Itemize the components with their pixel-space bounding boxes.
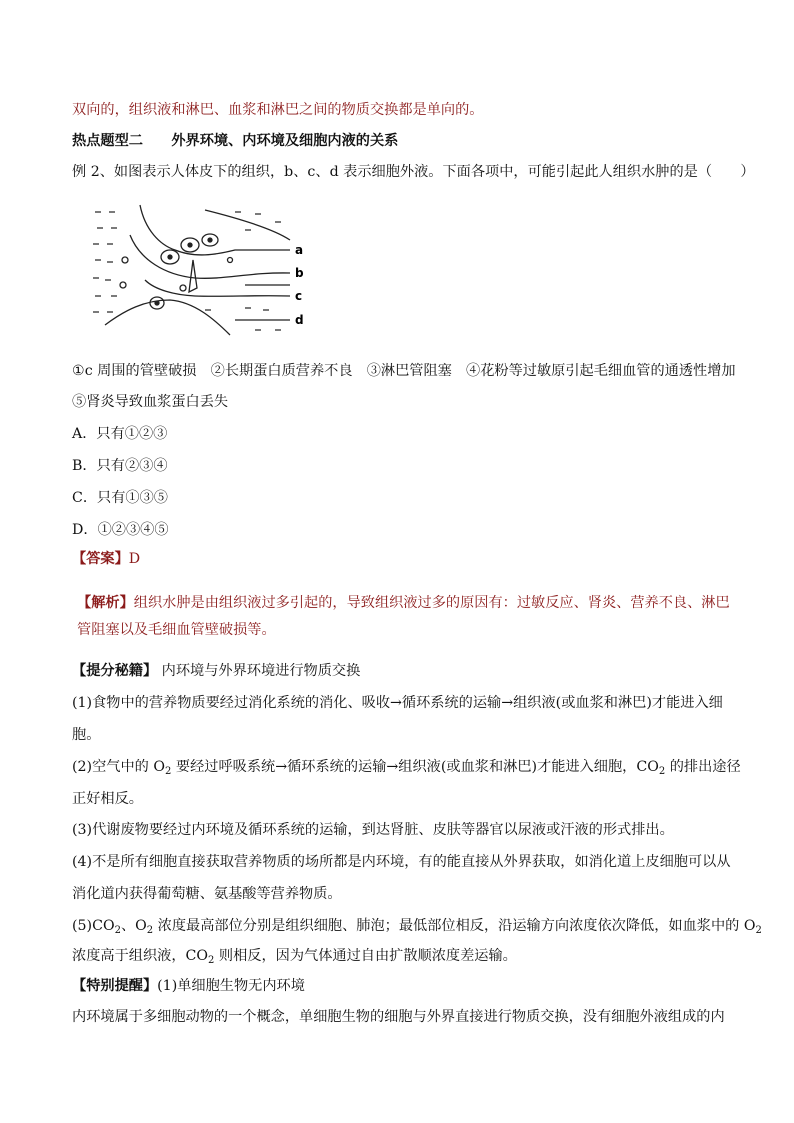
para-2-text-b: 要经过呼吸系统→循环系统的运输→组织液(或血浆和淋巴)才能进入细胞，CO: [171, 759, 659, 775]
label-a: a: [295, 243, 304, 257]
label-b: b: [295, 266, 304, 280]
tip-title: 内环境与外界环境进行物质交换: [161, 663, 361, 679]
para-2-line-1: [72, 757, 741, 782]
option-c: C．只有①③⑤: [72, 490, 168, 506]
para-5-text-d: 浓度高于组织液，CO: [72, 948, 208, 964]
para-2-line-2: 正好相反。: [72, 791, 143, 807]
para-5-text-b: 、O: [120, 918, 147, 934]
para-5-line-1: [72, 916, 762, 941]
para-4-line-1: (4)不是所有细胞直接获取营养物质的场所都是内环境，有的能直接从外界获取，如消化道上皮细胞可以从: [72, 854, 731, 870]
tip-heading: [72, 661, 360, 681]
para-5-text-e: 则相反，因为气体通过自由扩散顺浓度差运输。: [214, 948, 517, 964]
answer-line: [72, 549, 140, 569]
option-a: A．只有①②③: [72, 426, 168, 442]
para-3: (3)代谢废物要经过内环境及循环系统的运输，到达肾脏、皮肤等器官以尿液或汗液的形式排出。: [72, 822, 674, 838]
co2-subscript: 2: [208, 955, 215, 966]
continuation-text: 双向的，组织液和淋巴、血浆和淋巴之间的物质交换都是单向的。: [72, 102, 484, 118]
last-line: 内环境属于多细胞动物的一个概念，单细胞生物的细胞与外界直接进行物质交换，没有细胞外液组成的内: [72, 1009, 725, 1025]
analysis-text-1: 组织水肿是由组织液过多引起的，导致组织液过多的原因有：过敏反应、肾炎、营养不良、淋巴: [133, 595, 730, 611]
analysis-line-1: [77, 593, 730, 613]
para-2-text-a: (2)空气中的 O: [72, 759, 165, 775]
items-line-1: ①c 周围的管壁破损 ②长期蛋白质营养不良 ③淋巴管阻塞 ④花粉等过敏原引起毛细血管的通透性增加: [72, 363, 736, 379]
label-c: c: [295, 289, 303, 303]
question-text: 例 2、如图表示人体皮下的组织，b、c、d 表示细胞外液。下面各项中，可能引起此人组织水肿的是（ ）: [72, 164, 755, 180]
reminder-heading: [72, 976, 305, 996]
o2-subscript: 2: [165, 766, 172, 777]
o2-subscript: 2: [146, 925, 154, 936]
analysis-line-2: 管阻塞以及毛细血管壁破损等。: [77, 622, 276, 638]
para-2-text-c: 的排出途径: [665, 759, 741, 775]
option-d: D．①②③④⑤: [72, 522, 169, 538]
items-line-2: ⑤肾炎导致血浆蛋白丢失: [72, 394, 229, 410]
co2-subscript: 2: [658, 766, 666, 777]
option-b: B．只有②③④: [72, 458, 168, 474]
para-5-line-2: [72, 946, 517, 971]
co2-subscript: 2: [114, 925, 121, 936]
section-title: 热点题型二 外界环境、内环境及细胞内液的关系: [72, 133, 399, 149]
label-d: d: [295, 313, 304, 327]
para-1-line-1: (1)食物中的营养物质要经过消化系统的消化、吸收→循环系统的运输→组织液(或血浆和淋巴)才能进入细: [72, 695, 723, 711]
analysis-tag: 【解析】: [77, 595, 134, 611]
para-1-line-2: 胞。: [72, 727, 101, 743]
answer-value: D: [128, 551, 141, 567]
para-5-text-c: 浓度最高部位分别是组织细胞、肺泡；最低部位相反，沿运输方向浓度依次降低，如血浆中的 O: [153, 918, 756, 934]
tissue-diagram: [85, 200, 325, 340]
o2-subscript: 2: [755, 925, 762, 936]
para-5-text-a: (5)CO: [72, 918, 115, 934]
tip-tag: 【提分秘籍】: [72, 663, 158, 679]
reminder-title: (1)单细胞生物无内环境: [157, 978, 305, 994]
answer-tag: 【答案】: [72, 551, 129, 567]
para-4-line-2: 消化道内获得葡萄糖、氨基酸等营养物质。: [72, 886, 342, 902]
reminder-tag: 【特别提醒】: [72, 978, 158, 994]
